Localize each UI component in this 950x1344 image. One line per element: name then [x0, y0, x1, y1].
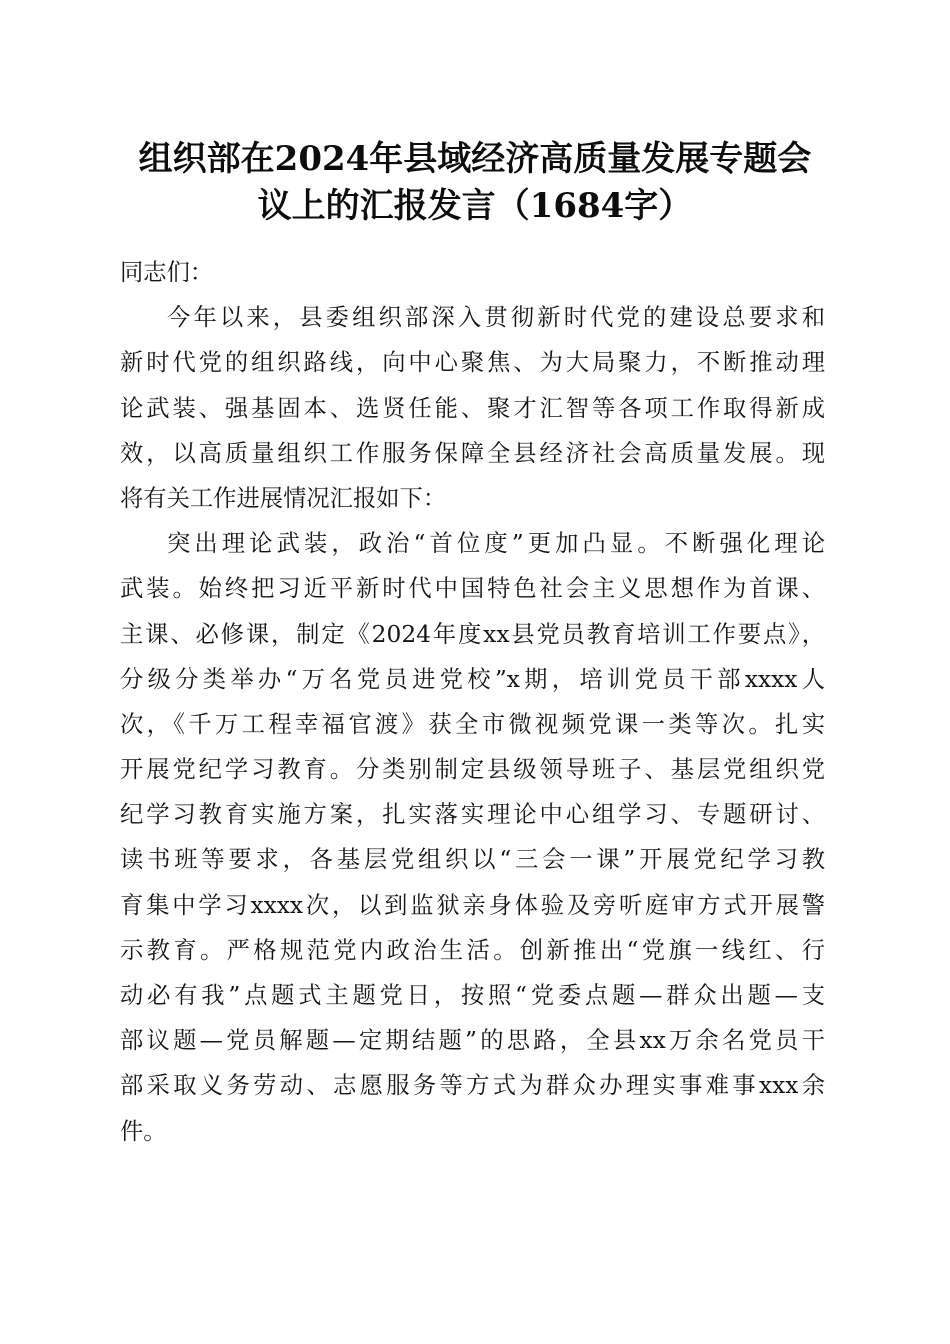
paragraph-2-line: 示教育。严格规范党内政治生活。创新推出“党旗一线红、行 [120, 936, 825, 964]
paragraph-2-line: 件。 [120, 1117, 167, 1145]
paragraph-2-line: 部议题—党员解题—定期结题”的思路，全县xx万余名党员干 [120, 1027, 825, 1055]
paragraph-2-line: 动必有我”点题式主题党日，按照“党委点题—群众出题—支 [120, 982, 825, 1009]
paragraph-2-line: 分级分类举办“万名党员进党校”x期，培训党员干部xxxx人 [120, 665, 825, 693]
title-line: 议上的汇报发言（1684字） [257, 186, 693, 226]
paragraph-1-line: 将有关工作进展情况汇报如下： [120, 484, 447, 512]
paragraph-1-line: 新时代党的组织路线，向中心聚焦、为大局聚力，不断推动理 [120, 349, 825, 377]
paragraph-2-line: 主课、必修课，制定《2024年度xx县党员教育培训工作要点》， [120, 620, 825, 648]
paragraph-2-line: 开展党纪学习教育。分类别制定县级领导班子、基层党组织党 [120, 756, 825, 784]
paragraph-2-line: 纪学习教育实施方案，扎实落实理论中心组学习、专题研讨、 [120, 801, 825, 829]
paragraph-2-line: 育集中学习xxxx次，以到监狱亲身体验及旁听庭审方式开展警 [120, 891, 825, 919]
paragraph-2-line: 突出理论武装，政治“首位度”更加凸显。不断强化理论 [167, 530, 825, 558]
paragraph-2-line: 部采取义务劳动、志愿服务等方式为群众办理实事难事xxx余 [120, 1072, 825, 1100]
salutation: 同志们： [120, 259, 214, 286]
paragraph-2-line: 读书班等要求，各基层党组织以“三会一课”开展党纪学习教 [120, 846, 825, 874]
paragraph-1-line: 今年以来，县委组织部深入贯彻新时代党的建设总要求和 [167, 304, 825, 332]
paragraph-1-line: 效，以高质量组织工作服务保障全县经济社会高质量发展。现 [120, 439, 825, 467]
document-body [120, 250, 825, 1154]
title-line: 组织部在2024年县域经济高质量发展专题会 [138, 139, 812, 179]
document-title [110, 136, 840, 230]
paragraph-2-line: 次，《千万工程幸福官渡》获全市微视频党课一类等次。扎实 [120, 710, 825, 738]
paragraph-1-line: 论武装、强基固本、选贤任能、聚才汇智等各项工作取得新成 [120, 394, 825, 422]
paragraph-2-line: 武装。始终把习近平新时代中国特色社会主义思想作为首课、 [120, 575, 825, 603]
